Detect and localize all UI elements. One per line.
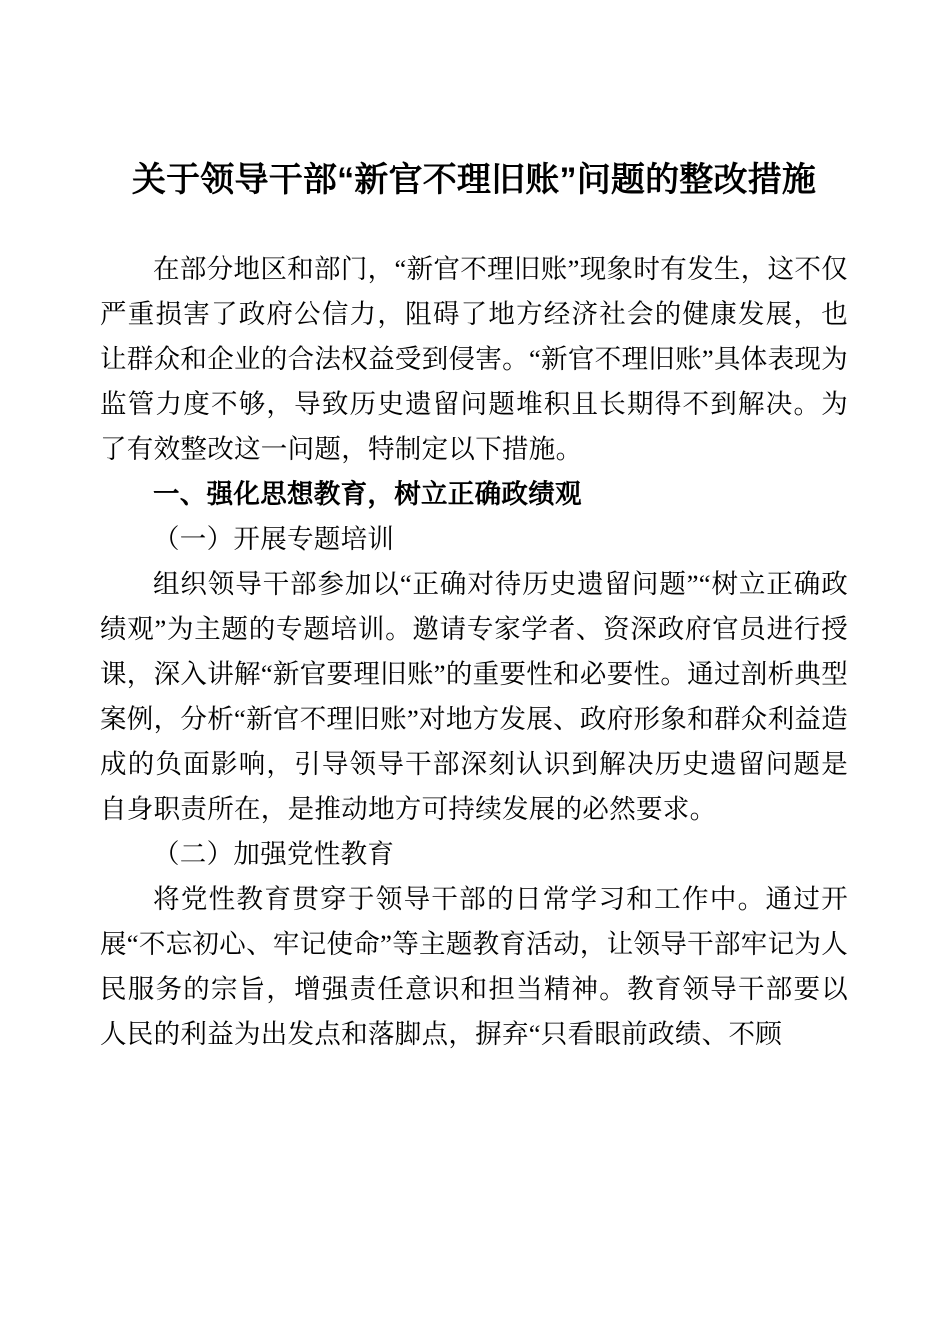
page-title: 关于领导干部“新官不理旧账”问题的整改措施 [131,161,817,199]
paragraph-1-2: 将党性教育贯穿于领导干部的日常学习和工作中。通过开展“不忘初心、牢记使命”等主题教育活动，让领导干部牢记为人民服务的宗旨，增强责任意识和担当精神。教育领导干部要以人民的利益为出发点和落脚点，摒弃“只看眼前政绩、不顾 [100,884,848,1049]
section-heading-1: 一、强化思想教育，树立正确政绩观 [153,479,582,509]
subsection-heading-1-2: （二）加强党性教育 [153,839,395,869]
page-content-area [100,0,848,1057]
subsection-heading-1-1: （一）开展专题培训 [153,524,395,554]
title-body-spacer [100,205,848,247]
intro-paragraph: 在部分地区和部门，“新官不理旧账”现象时有发生，这不仅严重损害了政府公信力，阻碍了地方经济社会的健康发展，也让群众和企业的合法权益受到侵害。“新官不理旧账”具体表现为监管力度不够，导致历史遗留问题堆积且长期得不到解决。为了有效整改这一问题，特制定以下措施。 [100,254,848,464]
paragraph-1-1: 组织领导干部参加以“正确对待历史遗留问题”“树立正确政绩观”为主题的专题培训。邀请专家学者、资深政府官员进行授课，深入讲解“新官要理旧账”的重要性和必要性。通过剖析典型案例，分析“新官不理旧账”对地方发展、政府形象和群众利益造成的负面影响，引导领导干部深刻认识到解决历史遗留问题是自身职责所在，是推动地方可持续发展的必然要求。 [100,569,848,824]
